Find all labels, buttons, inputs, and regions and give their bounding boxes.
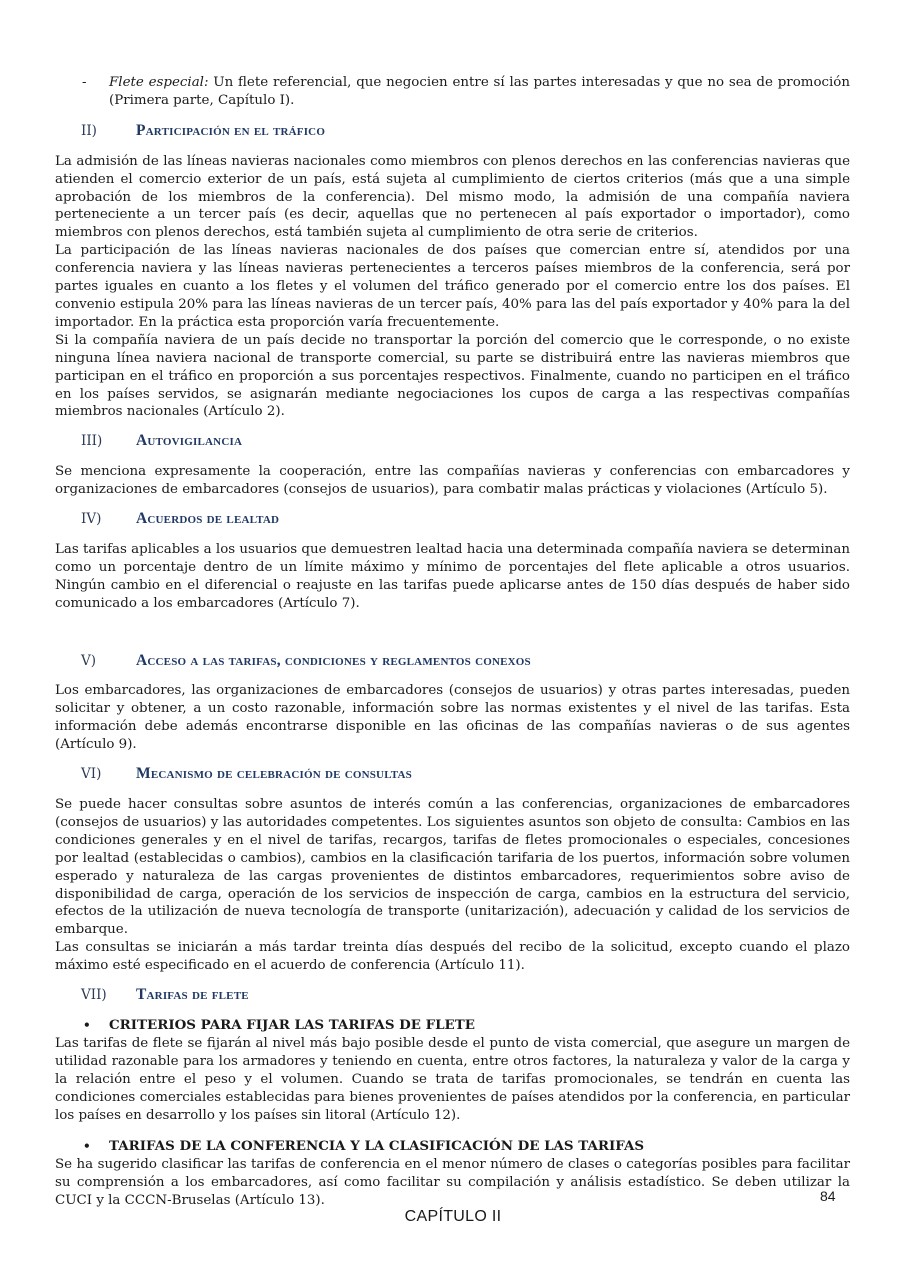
section-body-vii xyxy=(55,1017,850,1210)
paragraph: Se ha sugerido clasificar las tarifas de conferencia en el menor número de clases o categorías posibles para facilitar su comprensión a los embarcadores, así como facilitar su compilación y análisis estadístico. Se deben utilizar la CUCI y la CCCN-Bruselas (Artículo 13). xyxy=(55,1157,850,1209)
section-heading-iv xyxy=(81,510,850,529)
section-title: Mecanismo de celebración de consultas xyxy=(136,765,412,783)
intro-item-term: Flete especial: xyxy=(109,75,209,90)
section-number: VII) xyxy=(81,987,107,1004)
paragraph: Se puede hacer consultas sobre asuntos de interés común a las conferencias, organizaciones de embarcadores (consejos de usuarios) y las autoridades competentes. Los siguientes asuntos son objeto de consulta: Cambios en las condiciones generales y en el nivel de tarifas, recargos, tarifas de fletes promocionales o especiales, concesiones por lealtad (establecidas o cambios), cambios en la clasificación tarifaria de los puertos, información sobre volumen esperado y naturaleza de las cargas provenientes de distintos embarcadores, requerimientos sobre aviso de disponibilidad de carga, operación de los servicios de inspección de carga, cambios en la estructura del servicio, efectos de la utilización de nueva tecnología de transporte (unitarización), adecuación y calidad de los servicios de embarque. xyxy=(55,797,850,938)
section-title: Participación en el tráfico xyxy=(136,121,326,139)
section-title: Acuerdos de lealtad xyxy=(136,510,280,528)
chapter-footer: CAPÍTULO II xyxy=(404,1208,502,1225)
paragraph: Se menciona expresamente la cooperación, entre las compañías navieras y conferencias con embarcadores y organizaciones de embarcadores (consejos de usuarios), para combatir malas prácticas y violaciones (Artículo 5). xyxy=(55,464,850,498)
document-body xyxy=(55,74,850,1221)
section-body-vi xyxy=(55,796,850,975)
page-number: 84 xyxy=(820,1188,836,1204)
section-heading-ii xyxy=(81,122,850,141)
section-body-v xyxy=(55,682,850,754)
section-number: II) xyxy=(81,122,97,139)
section-heading-vii xyxy=(81,986,850,1005)
section-body-iii xyxy=(55,463,850,499)
paragraph: La participación de las líneas navieras nacionales de dos países que comercian entre sí, atendidos por una conferencia naviera y las líneas navieras pertenecientes a terceros países miembros de la conferencia, será por partes iguales en cuanto a los fletes y el volumen del tráfico generado por el comercio entre los dos países. El convenio estipula 20% para las líneas navieras de un tercer país, 40% para las del país exportador y 40% para la del importador. En la práctica esta proporción varía frecuentemente. xyxy=(55,243,850,330)
section-heading-iii xyxy=(81,432,850,451)
bullet-icon: • xyxy=(83,1017,91,1032)
section-number: III) xyxy=(81,433,103,450)
section-title: Autovigilancia xyxy=(136,432,243,450)
section-number: IV) xyxy=(81,511,102,528)
subsection-title: TARIFAS DE LA CONFERENCIA Y LA CLASIFICACIÓN DE LAS TARIFAS xyxy=(109,1138,645,1155)
intro-item-description: Un flete referencial, que negocien entre sí las partes interesadas y que no sea de promoción (Primera parte, Capítulo I). xyxy=(109,75,850,108)
section-title: Tarifas de flete xyxy=(136,986,249,1004)
intro-item-text xyxy=(109,74,850,110)
subsection-title: CRITERIOS PARA FIJAR LAS TARIFAS DE FLETE xyxy=(109,1016,475,1033)
section-number: VI) xyxy=(81,766,102,783)
section-body-iv xyxy=(55,541,850,613)
paragraph: Las consultas se iniciarán a más tardar treinta días después del recibo de la solicitud, excepto cuando el plazo máximo esté especificado en el acuerdo de conferencia (Artículo 11). xyxy=(55,940,850,974)
section-title: Acceso a las tarifas, condiciones y reglamentos conexos xyxy=(136,651,531,669)
section-heading-v xyxy=(81,652,850,671)
bullet-icon: • xyxy=(83,1139,91,1154)
subsection-heading xyxy=(55,1017,850,1035)
section-number: V) xyxy=(81,652,97,669)
list-dash: - xyxy=(82,75,87,90)
section-body-ii xyxy=(55,153,850,422)
paragraph: La admisión de las líneas navieras nacionales como miembros con plenos derechos en las conferencias navieras que atienden el comercio exterior de un país, está sujeta al cumplimiento de ciertos criterios (más que a una simple aprobación de los miembros de la conferencia). Del mismo modo, la admisión de una compañía naviera perteneciente a un tercer país (es decir, aquellas que no pertenecen al país exportador o importador), como miembros con plenos derechos, está también sujeta al cumplimiento de otra serie de criterios. xyxy=(55,153,850,241)
paragraph: Los embarcadores, las organizaciones de embarcadores (consejos de usuarios) y otras partes interesadas, pueden solicitar y obtener, a un costo razonable, información sobre las normas existentes y el nivel de las tarifas. Esta información debe además encontrarse disponible en las oficinas de las compañías navieras o de sus agentes (Artículo 9). xyxy=(55,683,850,753)
paragraph: Si la compañía naviera de un país decide no transportar la porción del comercio que le corresponde, o no existe ninguna línea naviera nacional de transporte comercial, su parte se distribuirá entre las navieras miembros que participan en el tráfico en proporción a sus porcentajes respectivos. Finalmente, cuando no participen en el tráfico en los países servidos, se asignarán mediante negociaciones los cupos de carga a las respectivas compañías miembros nacionales (Artículo 2). xyxy=(55,332,850,420)
paragraph: Las tarifas de flete se fijarán al nivel más bajo posible desde el punto de vista comercial, que asegure un margen de utilidad razonable para los armadores y teniendo en cuenta, entre otros factores, la naturaleza y valor de la carga y la relación entre el peso y el volumen. Cuando se trata de tarifas promocionales, se tendrán en cuenta las condiciones comerciales establecidas para bienes provenientes de países atendidos por la conferencia, en particular los países en desarrollo y los países sin litoral (Artículo 12). xyxy=(55,1035,850,1123)
spacer xyxy=(55,624,850,652)
section-heading-vi xyxy=(81,765,850,784)
paragraph: Las tarifas aplicables a los usuarios que demuestren lealtad hacia una determinada compañía naviera se determinan como un porcentaje dentro de un límite máximo y mínimo de porcentajes del flete aplicable a otros usuarios. Ningún cambio en el diferencial o reajuste en las tarifas puede aplicarse antes de 150 días después de haber sido comunicado a los embarcadores (Artículo 7). xyxy=(55,541,850,611)
intro-list-item xyxy=(55,74,850,110)
subsection-heading xyxy=(55,1138,850,1156)
